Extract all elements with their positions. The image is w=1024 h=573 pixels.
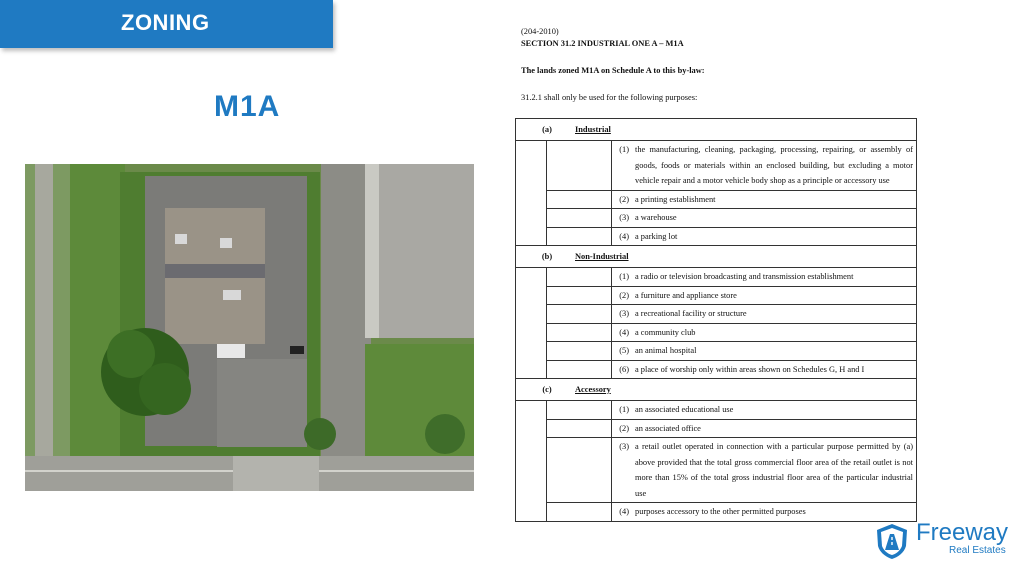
spacer-cell	[547, 305, 612, 324]
use-row	[516, 141, 917, 191]
use-row	[516, 190, 917, 209]
spacer-cell	[547, 438, 612, 503]
use-text: a printing establishment	[632, 190, 917, 209]
aerial-photo	[25, 164, 474, 491]
group-letter: (b)	[541, 251, 553, 261]
freeway-shield-icon	[873, 522, 911, 560]
spacer-cell	[547, 323, 612, 342]
spacer-cell	[516, 268, 547, 379]
spacer-cell	[547, 190, 612, 209]
title-banner	[0, 0, 333, 48]
use-text: a radio or television broadcasting and transmission establishment	[632, 268, 917, 287]
spacer-cell	[516, 141, 547, 246]
use-row	[516, 209, 917, 228]
use-row	[516, 419, 917, 438]
use-row	[516, 305, 917, 324]
use-text: an animal hospital	[632, 342, 917, 361]
spacer-cell	[547, 360, 612, 379]
use-row	[516, 227, 917, 246]
use-number: (2)	[612, 286, 633, 305]
use-text: a place of worship only within areas shown on Schedules G, H and I	[632, 360, 917, 379]
use-number: (4)	[612, 503, 633, 522]
use-number: (3)	[612, 305, 633, 324]
use-number: (4)	[612, 323, 633, 342]
use-number: (3)	[612, 438, 633, 503]
use-text: a parking lot	[632, 227, 917, 246]
use-number: (3)	[612, 209, 633, 228]
spacer-cell	[516, 401, 547, 522]
spacer-cell	[547, 503, 612, 522]
use-text: a community club	[632, 323, 917, 342]
group-header-row	[516, 119, 917, 141]
brand-subtitle: Real Estates	[949, 545, 1006, 556]
use-text: a warehouse	[632, 209, 917, 228]
group-header-row	[516, 379, 917, 401]
group-header-cell	[516, 379, 917, 401]
use-row	[516, 360, 917, 379]
use-text: an associated office	[632, 419, 917, 438]
use-row	[516, 503, 917, 522]
bylaw-use-intro: 31.2.1 shall only be used for the following purposes:	[521, 93, 698, 102]
bylaw-section-title: SECTION 31.2 INDUSTRIAL ONE A – M1A	[521, 39, 684, 48]
use-number: (1)	[612, 268, 633, 287]
use-number: (4)	[612, 227, 633, 246]
use-text: a retail outlet operated in connection with a particular purpose permitted by (a) above provided that the total gross commercial floor area of the retail outlet is not more than 15% of the total gross industrial floor area of the particular industrial use	[632, 438, 917, 503]
spacer-cell	[547, 268, 612, 287]
brand-name: Freeway	[916, 519, 1009, 546]
spacer-cell	[547, 342, 612, 361]
group-category: Non-Industrial	[575, 251, 629, 261]
use-text: a furniture and appliance store	[632, 286, 917, 305]
use-row	[516, 323, 917, 342]
group-header-cell	[516, 246, 917, 268]
group-category: Accessory	[575, 384, 611, 394]
group-header-row	[516, 246, 917, 268]
use-number: (5)	[612, 342, 633, 361]
use-row	[516, 268, 917, 287]
use-text: an associated educational use	[632, 401, 917, 420]
spacer-cell	[547, 209, 612, 228]
use-text: the manufacturing, cleaning, packaging, processing, repairing, or assembly of goods, foods or materials within an enclosed building, but excluding a motor vehicle repair and a motor vehicle body shop as a principle or accessory use	[632, 141, 917, 191]
spacer-cell	[547, 286, 612, 305]
use-number: (1)	[612, 401, 633, 420]
use-row	[516, 286, 917, 305]
bylaw-ref: (204-2010)	[521, 27, 559, 36]
zone-code-heading: M1A	[214, 90, 281, 123]
use-row	[516, 438, 917, 503]
use-number: (1)	[612, 141, 633, 191]
spacer-cell	[547, 141, 612, 191]
use-number: (6)	[612, 360, 633, 379]
use-number: (2)	[612, 419, 633, 438]
group-letter: (c)	[542, 384, 552, 394]
page-title: ZONING	[121, 10, 210, 35]
use-text: a recreational facility or structure	[632, 305, 917, 324]
bylaw-lands-statement: The lands zoned M1A on Schedule A to this by-law:	[521, 66, 705, 75]
use-row	[516, 401, 917, 420]
use-text: purposes accessory to the other permitted purposes	[632, 503, 917, 522]
spacer-cell	[547, 419, 612, 438]
group-header-cell	[516, 119, 917, 141]
permitted-uses-table	[515, 118, 917, 522]
use-row	[516, 342, 917, 361]
group-letter: (a)	[542, 124, 552, 134]
spacer-cell	[547, 227, 612, 246]
spacer-cell	[547, 401, 612, 420]
use-number: (2)	[612, 190, 633, 209]
group-category: Industrial	[575, 124, 611, 134]
